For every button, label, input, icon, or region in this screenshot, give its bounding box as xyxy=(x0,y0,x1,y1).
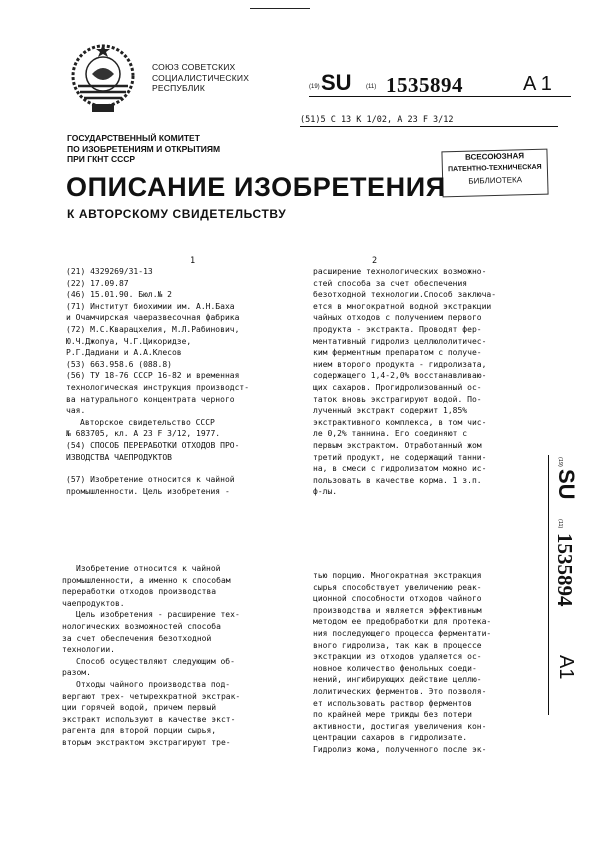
cert-line: Авторское свидетельство СССР xyxy=(80,417,215,427)
body-line: за счет обеспечения безотходной xyxy=(62,633,212,643)
side-code-19: (19) xyxy=(557,457,563,467)
stamp-line: ВСЕСОЮЗНАЯ xyxy=(464,151,525,162)
abstract-line: первым экстрактом. Отработанный жом xyxy=(313,440,482,450)
column-number: 1 xyxy=(190,256,196,266)
body-line: экстракт используют в качестве экст- xyxy=(62,714,236,724)
ussr-emblem-icon xyxy=(68,42,138,118)
side-code-11: (11) xyxy=(557,519,563,529)
body-line: нений, ингибирующих действие целлю- xyxy=(313,675,482,685)
biblio-line: чая. xyxy=(66,406,86,416)
body-line: разом. xyxy=(62,668,91,678)
abstract-line: содержащего 1,4-2,0% восстанавливаю- xyxy=(313,371,487,381)
abstract-line: таток вновь экстрагируют водой. По- xyxy=(313,394,482,404)
abstract-line: пользовать в качестве корма. 1 з.п. xyxy=(313,475,482,485)
side-kind-code: A1 xyxy=(555,655,577,680)
country-line: РЕСПУБЛИК xyxy=(152,83,206,93)
body-line: ния последующего процесса ферментати- xyxy=(313,628,492,638)
biblio-line: (53) 663.958.6 (088.8) xyxy=(66,359,172,369)
biblio-line: ва натурального концентрата черного xyxy=(66,394,235,404)
stamp-line: БИБЛИОТЕКА xyxy=(468,175,523,186)
side-patent-number xyxy=(549,455,579,715)
body-line: методом ее предобработки для протека- xyxy=(313,617,492,627)
body-line: тью порцию. Многократная экстракция xyxy=(313,571,482,580)
abstract-line: ф-лы. xyxy=(313,487,338,497)
abstract-continuation xyxy=(313,266,496,498)
committee-name xyxy=(67,133,220,165)
body-line: ционной способности отходов чайного xyxy=(313,594,482,604)
body-line: Цель изобретения - расширение тех- xyxy=(76,610,240,620)
abstract-line: третий продукт, не содержащий танни- xyxy=(313,452,487,462)
biblio-line: (21) 4329269/31-13 xyxy=(66,267,153,276)
abstract-line: лученный экстракт содержит 1,85% xyxy=(313,406,468,416)
biblio-line: (22) 17.09.87 xyxy=(66,278,129,288)
abstract-line: щих сахаров. Прогидролизованный ос- xyxy=(313,382,482,392)
body-line: нологических возможностей способа xyxy=(62,621,221,631)
body-line: новное количество фенольных соеди- xyxy=(313,663,477,673)
side-patent-number-text: 1535894 xyxy=(553,533,577,607)
abstract-line: ле 0,2% таннина. Его соединяют с xyxy=(313,429,468,439)
country-line: СОЦИАЛИСТИЧЕСКИХ xyxy=(152,72,250,83)
body-line: вторым экстрактом экстрагируют тре- xyxy=(62,737,231,747)
library-stamp xyxy=(441,149,548,198)
body-line: центрации сахаров в гидролизате. xyxy=(313,733,468,743)
cert-line: № 683705, кл. А 23 F 3/12, 1977. xyxy=(66,429,221,439)
bibliographic-data xyxy=(66,266,249,497)
biblio-line: (71) Институт биохимии им. А.Н.Баха xyxy=(66,301,235,311)
document-subtitle: К АВТОРСКОМУ СВИДЕТЕЛЬСТВУ xyxy=(67,207,287,221)
abstract-line: расширение технологических возможно- xyxy=(313,267,487,276)
abstract-line: безотходной технологии.Способ заключа- xyxy=(313,290,497,300)
abstract-line: ким ферментным препаратом с получе- xyxy=(313,348,482,358)
description-right-column xyxy=(313,570,491,756)
committee-line: ГОСУДАРСТВЕННЫЙ КОМИТЕТ xyxy=(67,133,200,143)
description-left-column xyxy=(62,563,240,749)
committee-line: ПРИ ГКНТ СССР xyxy=(67,154,136,164)
abstract-line: ментативный гидролиз целлюлолитичес- xyxy=(313,336,487,346)
biblio-line: и Очамчирская чаеразвесочная фабрика xyxy=(66,313,240,323)
body-line: вного гидролиза, так как в процессе xyxy=(313,640,482,650)
document-title: ОПИСАНИЕ ИЗОБРЕТЕНИЯ xyxy=(66,172,446,202)
abstract-line: стей способа за счет обеспечения xyxy=(313,278,468,288)
body-line: Отходы чайного производства под- xyxy=(76,679,231,689)
abstract-line: продукта - экстракта. Проводят фер- xyxy=(313,324,482,334)
invention-title-line: ИЗВОДСТВА ЧАЕПРОДУКТОВ xyxy=(66,452,172,462)
body-line: Способ осуществляют следующим об- xyxy=(76,656,235,666)
body-line: рагента для второй порции сырья, xyxy=(62,726,217,736)
abstract-line: на, в смеси с гидролизатом можно ис- xyxy=(313,464,487,474)
biblio-line: Р.Г.Дадиани и А.А.Клесов xyxy=(66,348,182,358)
body-line: Гидролиз жома, полученного после эк- xyxy=(313,744,487,754)
body-line: активности, достигая увеличения кон- xyxy=(313,721,487,731)
abstract-line: чайных отходов с получением первого xyxy=(313,313,482,323)
committee-line: ПО ИЗОБРЕТЕНИЯМ И ОТКРЫТИЯМ xyxy=(67,143,221,154)
biblio-line: (72) М.С.Кварацхелия, М.Л.Рабинович, xyxy=(66,324,240,334)
body-line: Изобретение относится к чайной xyxy=(76,564,221,573)
country-line: СОЮЗ СОВЕТСКИХ xyxy=(152,62,236,72)
stamp-line: ПАТЕНТНО-ТЕХНИЧЕСКАЯ xyxy=(448,163,542,174)
body-line: чаепродуктов. xyxy=(62,598,125,608)
top-rule xyxy=(250,8,310,9)
patent-number: 1535894 xyxy=(386,73,463,97)
code-11: (11) xyxy=(366,84,377,90)
body-line: по крайней мере трижды без потери xyxy=(313,710,472,720)
kind-code: A 1 xyxy=(523,73,552,95)
body-line: промышленности, а именно к способам xyxy=(62,575,231,585)
body-line: технологии. xyxy=(62,645,115,655)
biblio-line: (46) 15.01.90. Бюл.№ 2 xyxy=(66,290,172,300)
country-code: SU xyxy=(321,70,352,95)
ipc-classification: (51)5 С 13 К 1/02, А 23 F 3/12 xyxy=(300,115,558,127)
abstract-line: нием второго продукта - гидролизата, xyxy=(313,359,487,369)
body-line: производства и является эффективным xyxy=(313,605,482,615)
patent-number-block xyxy=(309,72,571,97)
abstract-line: (57) Изобретение относится к чайной xyxy=(66,475,235,485)
body-line: вергают трех- четырехкратной экстрак- xyxy=(62,691,241,701)
code-19: (19) xyxy=(309,84,320,90)
biblio-line: технологическая инструкция производст- xyxy=(66,382,250,392)
body-line: ет использовать раствор ферментов xyxy=(313,698,472,708)
side-country-code: SU xyxy=(554,469,579,500)
biblio-line: (56) ТУ 18-76 СССР 16-82 и временная xyxy=(66,371,240,381)
country-name xyxy=(152,62,249,94)
body-line: переработки отходов производства xyxy=(62,587,217,597)
biblio-line: Ю.Ч.Джопуа, Ч.Г.Цикоридзе, xyxy=(66,336,192,346)
body-line: лолитических ферментов. Это позволя- xyxy=(313,686,487,696)
abstract-line: экстрактивного комплекса, в том чис- xyxy=(313,417,487,427)
abstract-line: ется в многократной водной экстракции xyxy=(313,301,492,311)
body-line: ции горячей водой, причем первый xyxy=(62,703,217,713)
body-line: сырья способствует увеличению реак- xyxy=(313,582,482,592)
abstract-line: промышленности. Цель изобретения - xyxy=(66,486,230,496)
column-number: 2 xyxy=(372,256,378,266)
body-line: экстракции из отходов удаляется ос- xyxy=(313,652,482,662)
invention-title-line: (54) СПОСОБ ПЕРЕРАБОТКИ ОТХОДОВ ПРО- xyxy=(66,440,240,450)
